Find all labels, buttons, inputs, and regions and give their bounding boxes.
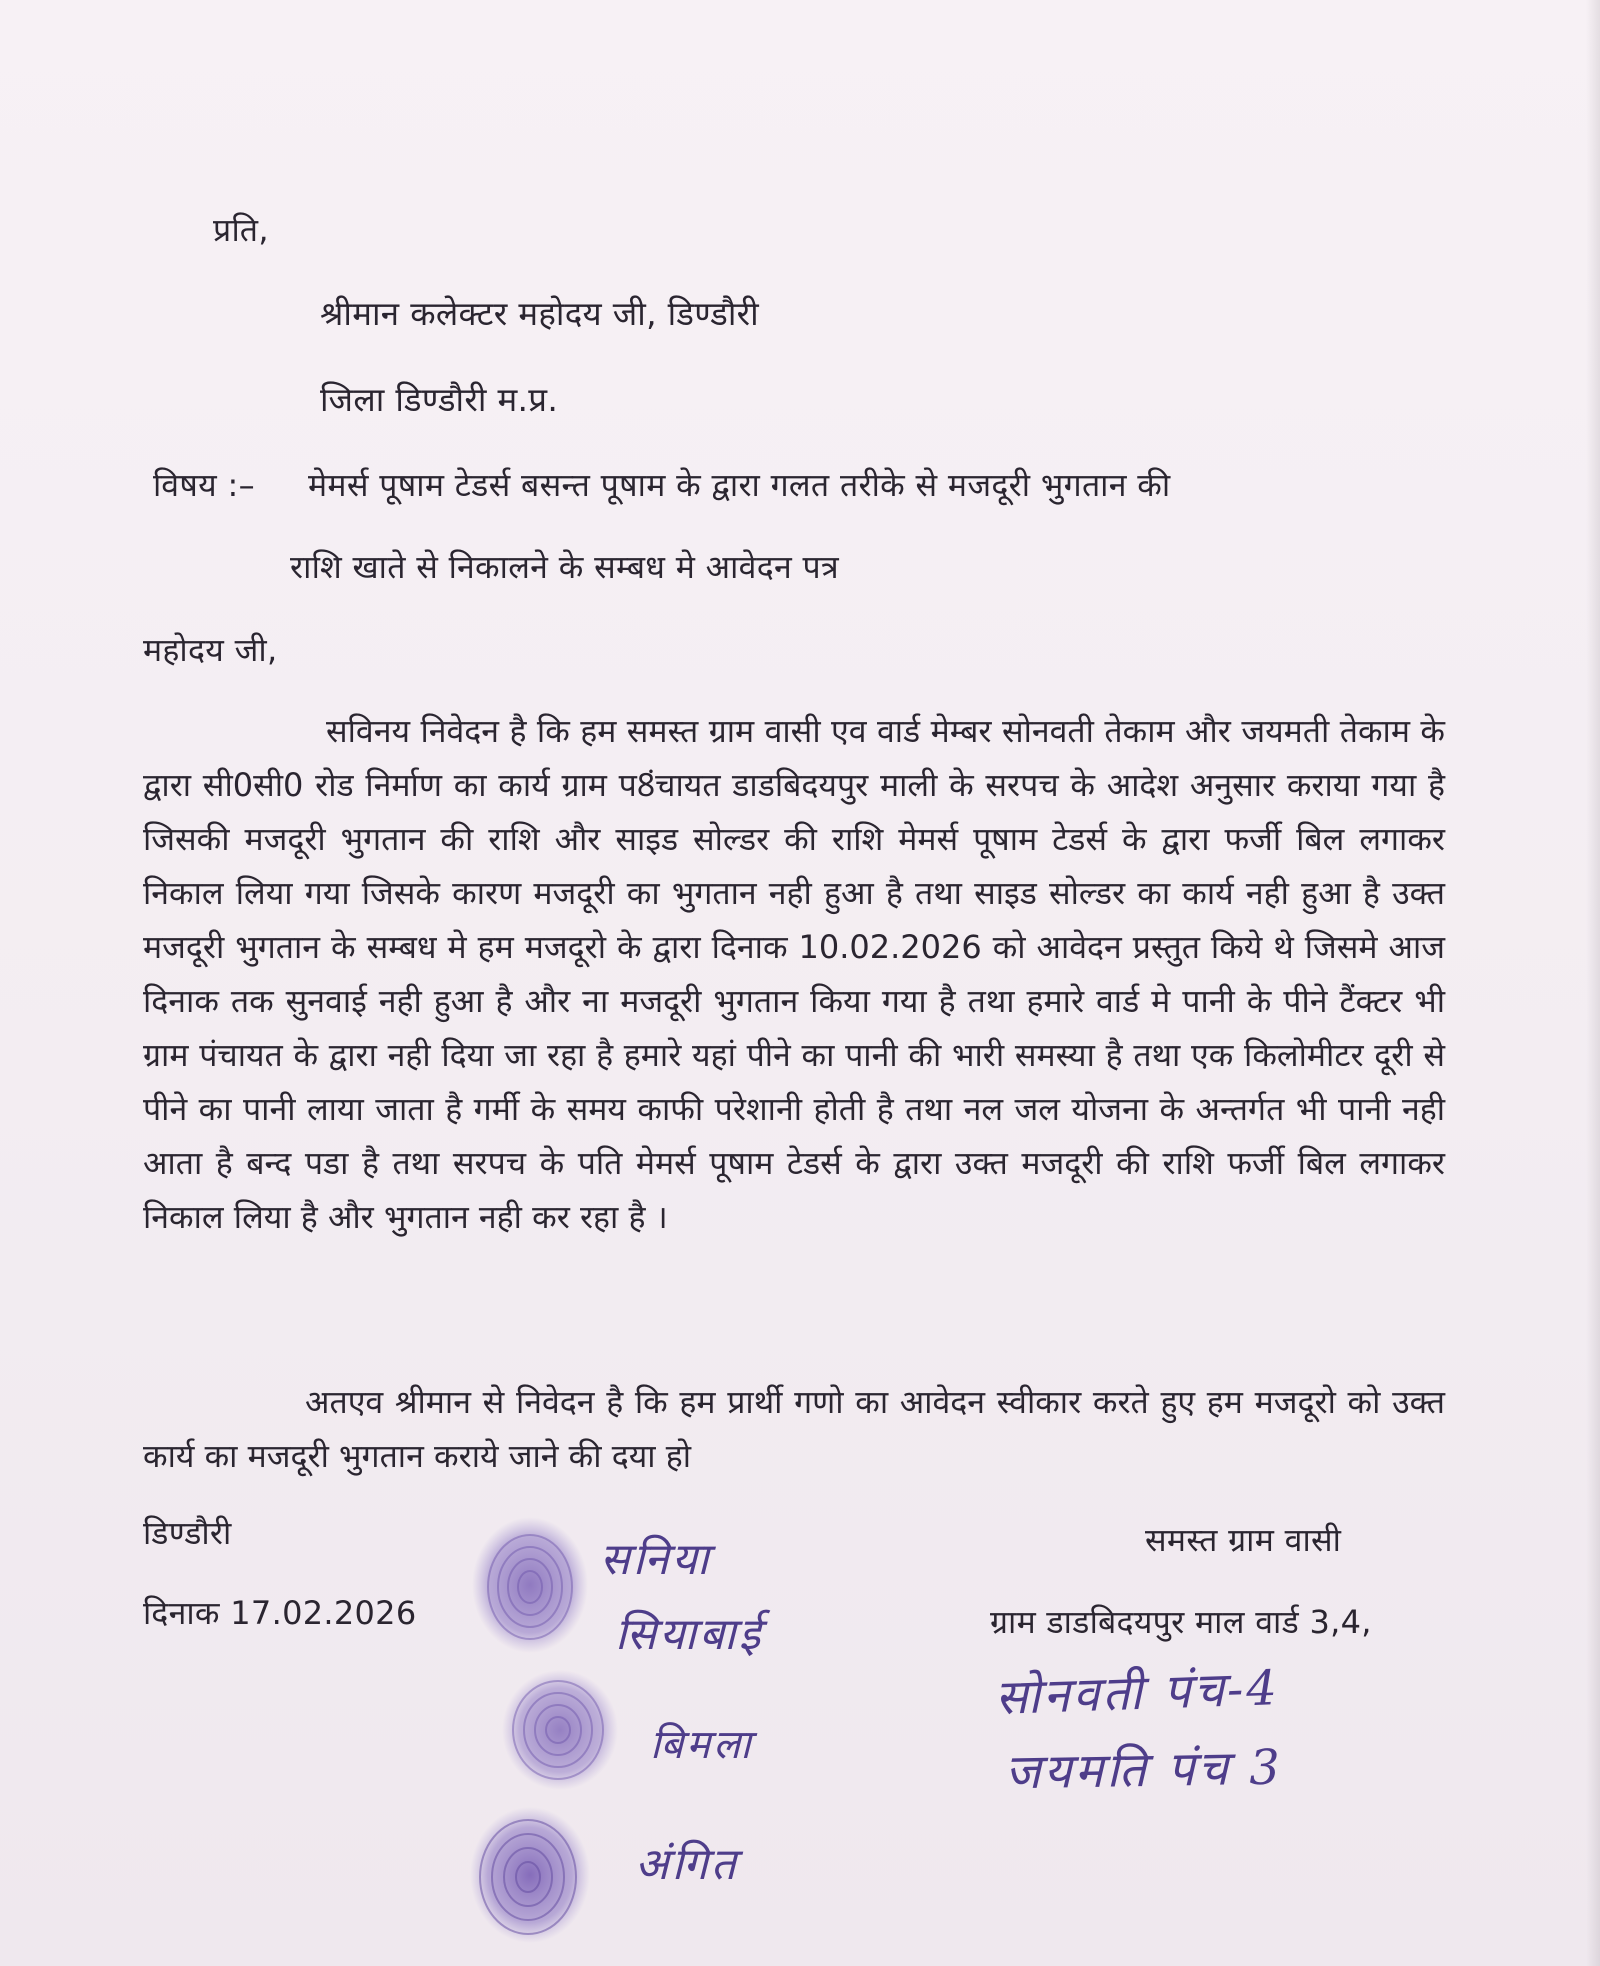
addressee-line-1: श्रीमान कलेक्टर महोदय जी, डिण्डौरी <box>320 294 760 333</box>
place: डिण्डौरी <box>143 1514 232 1552</box>
sender-line-1: समस्त ग्राम वासी <box>1145 1521 1342 1559</box>
body-paragraph-1: सविनय निवेदन है कि हम समस्त ग्राम वासी एव वार्ड मेम्बर सोनवती तेकाम और जयमती तेकाम के द्वारा सी0सी0 रोड निर्माण का कार्य ग्राम प8ंचायत डाडबिदयपुर माली के सरपच के आदेश अनुसार कराया गया है जिसकी मजदूरी भुगतान की राशि और साइड सोल्डर की राशि मेमर्स पूषाम टेडर्स के द्वारा फर्जी बिल लगाकर निकाल लिया गया जिसके कारण मजदूरी का भुगतान नही हुआ है तथा साइड सोल्डर का कार्य नही हुआ है उक्त मजदूरी भुगतान के सम्बध मे हम मजदूरो के द्वारा दिनाक 10.02.2026 को आवेदन प्रस्तुत किये थे जिसमे आज दिनाक तक सुनवाई नही हुआ है और ना मजदूरी भुगतान किया गया है तथा हमारे वार्ड मे पानी के पीने टैंक्टर भी ग्राम पंचायत के द्वारा नही दिया जा रहा है हमारे यहां पीने का पानी की भारी समस्या है तथा एक किलोमीटर दूरी से पीने का पानी लाया जाता है गर्मी के समय काफी परेशानी होती है तथा नल जल योजना के अन्तर्गत भी पानी नही आता है बन्द पडा है तथा सरपच के पति मेमर्स पूषाम टेडर्स के द्वारा उक्त मजदूरी की राशि फर्जी बिल लगाकर निकाल लिया है और भुगतान नही कर रहा है । <box>143 712 1445 1236</box>
signature-name-2: सियाबाई <box>615 1609 764 1660</box>
subject-line-2: राशि खाते से निकालने के सम्बध मे आवेदन पत्र <box>290 548 839 586</box>
signature-name-1: सनिया <box>600 1534 712 1585</box>
panch-signature-1: सोनवती पंच-4 <box>994 1660 1281 1726</box>
date: दिनाक 17.02.2026 <box>143 1594 417 1632</box>
salutation-to: प्रति, <box>213 211 269 249</box>
thumbprint <box>470 1515 590 1655</box>
sender-line-2: ग्राम डाडबिदयपुर माल वार्ड 3,4, <box>990 1603 1372 1641</box>
signature-name-3: बिमला <box>650 1722 754 1768</box>
panch-signature-2: जयमति पंच 3 <box>1004 1739 1284 1801</box>
thumbprint <box>500 1668 620 1793</box>
subject-line-1: मेमर्स पूषाम टेडर्स बसन्त पूषाम के द्वारा गलत तरीके से मजदूरी भुगतान की <box>308 466 1171 504</box>
greeting: महोदय जी, <box>143 631 278 669</box>
signature-name-4: अंगित <box>635 1839 739 1890</box>
thumbprint <box>468 1805 593 1945</box>
body-paragraph-2: अतएव श्रीमान से निवेदन है कि हम प्रार्थी गणो का आवेदन स्वीकार करते हुए हम मजदूरो को उक्त कार्य का मजदूरी भुगतान कराये जाने की दया हो <box>143 1383 1445 1475</box>
subject-label: विषय :– <box>153 466 255 504</box>
addressee-line-2: जिला डिण्डौरी म.प्र. <box>320 380 559 419</box>
page-edge-shadow <box>1586 0 1600 1966</box>
